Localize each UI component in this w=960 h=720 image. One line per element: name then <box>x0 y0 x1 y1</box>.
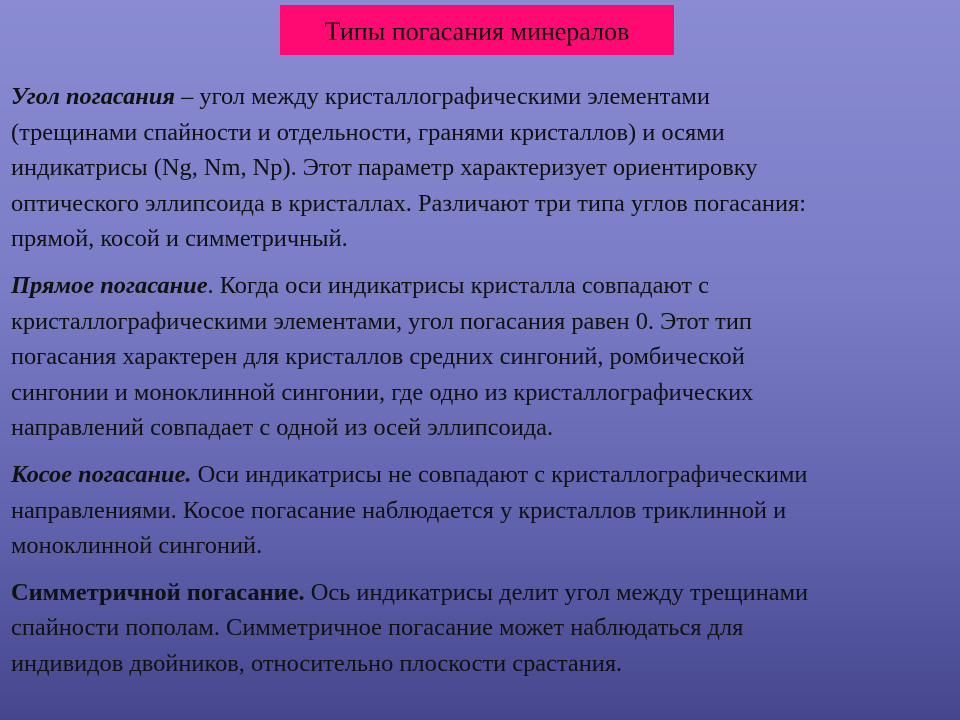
slide-body <box>11 79 960 693</box>
paragraph-text: Ось индикатрисы делит угол между трещинами <box>304 578 809 606</box>
slide-title: Типы погасания минералов <box>324 17 630 46</box>
paragraph-line <box>11 79 960 115</box>
slide-title-box <box>280 5 674 55</box>
paragraph-straight-extinction <box>11 268 960 446</box>
term-extinction-angle: Угол погасания <box>11 83 175 110</box>
paragraph-text: Оси индикатрисы не совпадают с кристаллографическими <box>191 460 808 488</box>
paragraph-symmetric-extinction <box>11 575 960 682</box>
paragraph-line: кристаллографическими элементами, угол погасания равен 0. Этот тип <box>11 307 752 335</box>
paragraph-line: погасания характерен для кристаллов средних сингоний, ромбической <box>11 343 745 371</box>
paragraph-line: оптического эллипсоида в кристаллах. Различают три типа углов погасания: <box>11 189 807 217</box>
term-oblique-extinction: Косое погасание. <box>11 460 192 488</box>
paragraph-line: спайности пополам. Симметричное погасание может наблюдаться для <box>11 614 744 642</box>
paragraph-text: – угол между кристаллографическими элементами <box>174 83 710 110</box>
paragraph-line: моноклинной сингоний. <box>11 532 263 560</box>
term-straight-extinction: Прямое погасание <box>11 271 208 299</box>
paragraph-line <box>11 457 960 493</box>
paragraph-line: (трещинами спайности и отдельности, гранями кристаллов) и осями <box>11 118 725 146</box>
paragraph-line <box>11 268 960 304</box>
term-symmetric-extinction: Симметричной погасание. <box>11 578 305 606</box>
paragraph-line: индикатрисы (Ng, Nm, Np). Этот параметр характеризует ориентировку <box>11 154 758 182</box>
paragraph-line <box>11 575 960 611</box>
paragraph-line: направлениями. Косое погасание наблюдается у кристаллов триклинной и <box>11 496 787 524</box>
paragraph-extinction-angle <box>11 79 960 257</box>
paragraph-line: направлений совпадает с одной из осей эллипсоида. <box>11 414 554 442</box>
paragraph-line: индивидов двойников, относительно плоскости срастания. <box>11 649 623 677</box>
paragraph-line: сингонии и моноклинной сингонии, где одно из кристаллографических <box>11 378 754 406</box>
paragraph-line: прямой, косой и симметричный. <box>11 225 348 253</box>
paragraph-text: . Когда оси индикатрисы кристалла совпадают с <box>207 271 709 299</box>
paragraph-oblique-extinction <box>11 457 960 564</box>
